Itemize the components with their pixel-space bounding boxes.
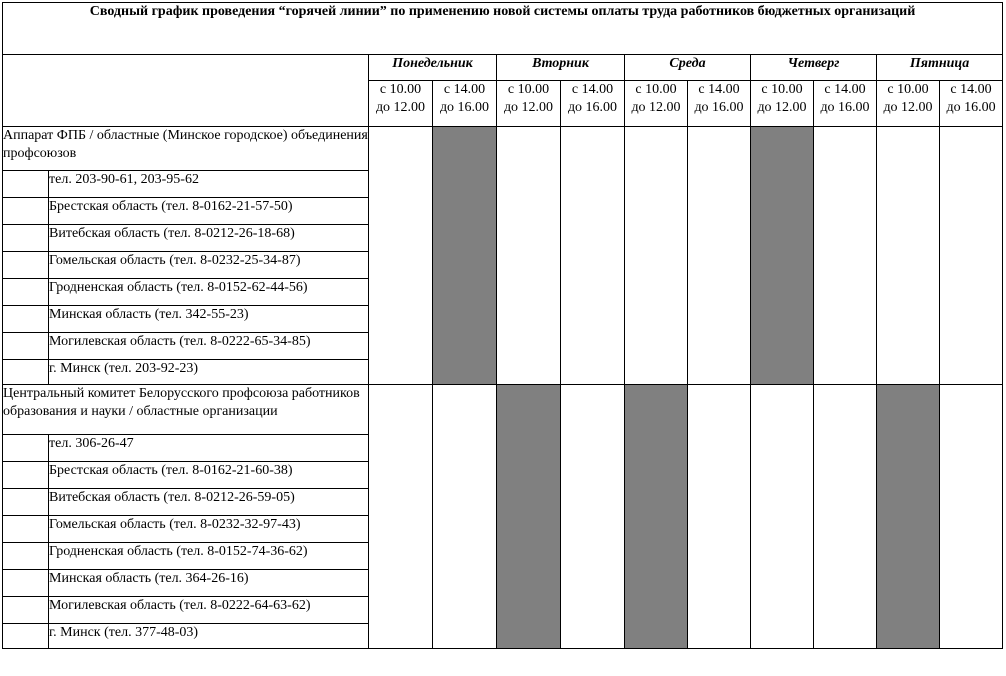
slot-start: с 10.00 [761,82,803,97]
contact-phone: Могилевская область (тел. 8-0222-64-63-62) [49,597,369,624]
time-slot-header [814,81,877,127]
contact-phone: Минская область (тел. 342-55-23) [49,306,369,333]
contact-indent [3,489,49,516]
time-slot-header [561,81,625,127]
slot-end: до 16.00 [439,100,490,115]
contact-phone: Брестская область (тел. 8-0162-21-60-38) [49,462,369,489]
schedule-cell [625,127,688,385]
schedule-cell-active [877,385,940,649]
slot-start: с 10.00 [379,82,422,97]
day-header: Пятница [877,55,1003,81]
time-slot-header [940,81,1003,127]
slot-end: до 12.00 [883,100,933,115]
slot-start: с 10.00 [635,82,677,97]
schedule-cell-active [433,127,497,385]
slot-end: до 12.00 [375,100,426,115]
contact-indent [3,306,49,333]
contact-phone: Витебская область (тел. 8-0212-26-18-68) [49,225,369,252]
schedule-cell [688,127,751,385]
slot-start: с 14.00 [950,82,992,97]
schedule-cell [940,385,1003,649]
contact-phone: Могилевская область (тел. 8-0222-65-34-85) [49,333,369,360]
contact-indent [3,570,49,597]
schedule-title: Сводный график проведения “горячей линии” по применению новой системы оплаты труда работников бюджетных организаций [3,3,1003,55]
time-slot-header [369,81,433,127]
time-slot-header [688,81,751,127]
slot-start: с 14.00 [443,82,486,97]
schedule-cell [369,127,433,385]
day-header: Понедельник [369,55,497,81]
day-header: Вторник [497,55,625,81]
contact-indent [3,597,49,624]
schedule-cell [561,385,625,649]
schedule-cell [688,385,751,649]
slot-start: с 10.00 [887,82,929,97]
schedule-cell [497,127,561,385]
schedule-cell-active [625,385,688,649]
schedule-cell [814,127,877,385]
contact-indent [3,462,49,489]
slot-end: до 12.00 [757,100,807,115]
contact-phone: тел. 203-90-61, 203-95-62 [49,171,369,198]
contact-indent [3,198,49,225]
contact-indent [3,360,49,385]
slot-start: с 10.00 [507,82,550,97]
schedule-cell-active [497,385,561,649]
time-slot-header [751,81,814,127]
contact-indent [3,435,49,462]
contact-indent [3,252,49,279]
schedule-cell [877,127,940,385]
time-slot-header [877,81,940,127]
contact-phone: Гомельская область (тел. 8-0232-32-97-43) [49,516,369,543]
contact-indent [3,225,49,252]
time-slot-header [625,81,688,127]
contact-phone: г. Минск (тел. 377-48-03) [49,624,369,649]
contact-indent [3,279,49,306]
contact-indent [3,333,49,360]
contact-phone: Гродненская область (тел. 8-0152-74-36-62) [49,543,369,570]
contact-indent [3,543,49,570]
schedule-cell-active [751,127,814,385]
contact-phone: Брестская область (тел. 8-0162-21-57-50) [49,198,369,225]
day-header: Четверг [751,55,877,81]
schedule-cell [751,385,814,649]
contact-phone: тел. 306-26-47 [49,435,369,462]
organization-name: Центральный комитет Белорусского профсоюза работников образования и науки / областные организации [3,385,369,435]
slot-end: до 16.00 [694,100,744,115]
slot-end: до 16.00 [820,100,870,115]
organization-name: Аппарат ФПБ / областные (Минское городское) объединения профсоюзов [3,127,369,171]
slot-start: с 14.00 [824,82,866,97]
slot-start: с 14.00 [698,82,740,97]
contact-phone: Гродненская область (тел. 8-0152-62-44-56) [49,279,369,306]
contact-phone: Минская область (тел. 364-26-16) [49,570,369,597]
day-header: Среда [625,55,751,81]
contact-phone: Гомельская область (тел. 8-0232-25-34-87) [49,252,369,279]
slot-end: до 12.00 [631,100,681,115]
contact-indent [3,171,49,198]
slot-end: до 12.00 [503,100,554,115]
schedule-cell [433,385,497,649]
contact-phone: Витебская область (тел. 8-0212-26-59-05) [49,489,369,516]
hotline-schedule-table [2,2,1003,649]
schedule-cell [369,385,433,649]
contact-indent [3,624,49,649]
slot-start: с 14.00 [571,82,614,97]
header-corner [3,55,369,127]
schedule-cell [561,127,625,385]
time-slot-header [497,81,561,127]
schedule-cell [940,127,1003,385]
contact-indent [3,516,49,543]
slot-end: до 16.00 [946,100,996,115]
contact-phone: г. Минск (тел. 203-92-23) [49,360,369,385]
schedule-cell [814,385,877,649]
time-slot-header [433,81,497,127]
slot-end: до 16.00 [567,100,618,115]
